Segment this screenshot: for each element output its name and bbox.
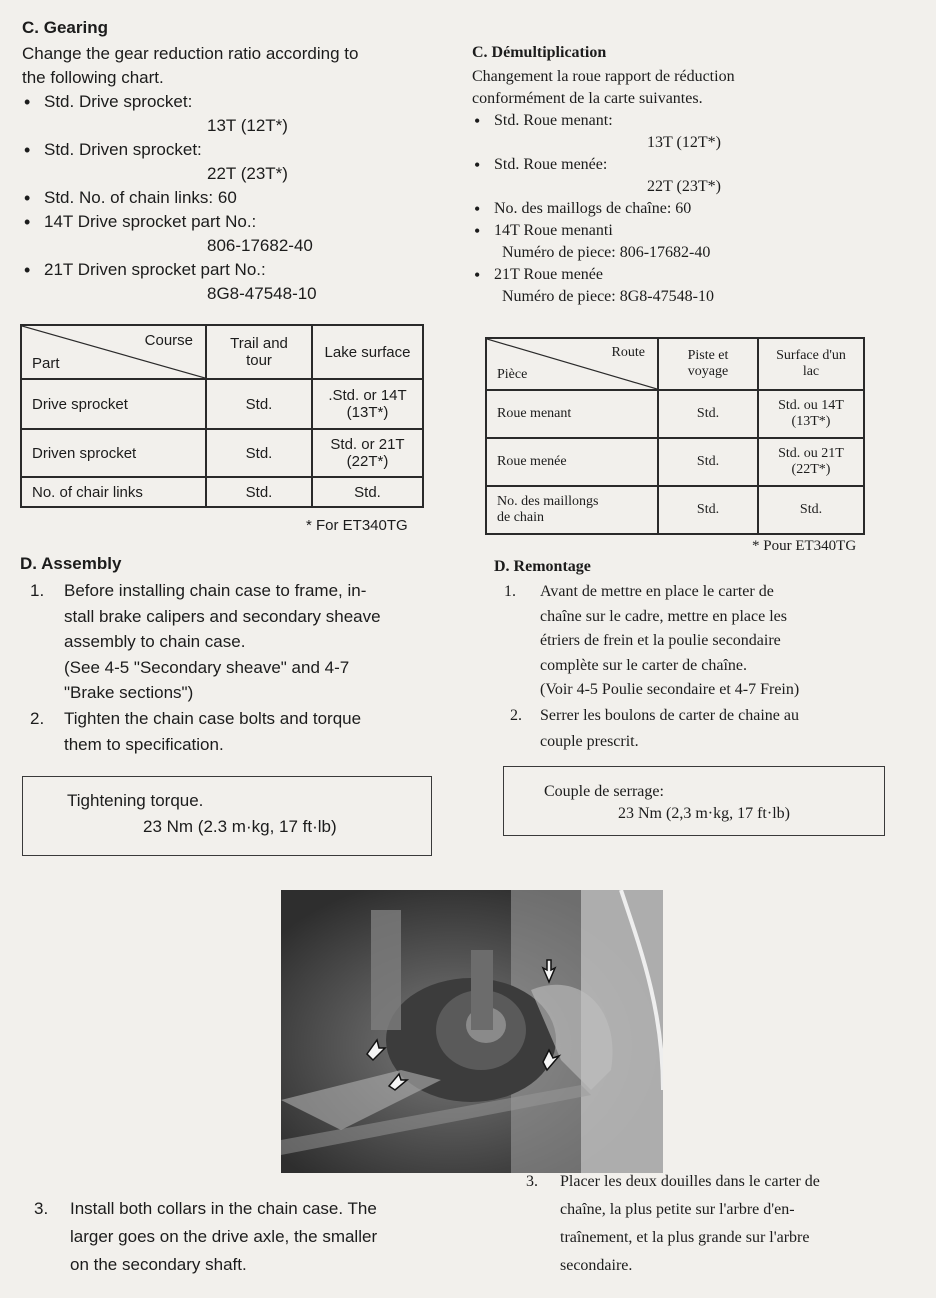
- drive-sprocket-label-en: • Std. Drive sprocket:: [22, 90, 442, 114]
- drive-sprocket-value-en: 13T (12T*): [207, 116, 288, 135]
- driven-part-value-fr: Numéro de piece: 8G8-47548-10: [502, 288, 714, 305]
- driven-sprocket-label-fr: • Std. Roue menée:: [472, 154, 892, 176]
- table-row: No. des maillongs de chain Std. Std.: [486, 486, 864, 534]
- course-header-en: Course: [144, 332, 193, 349]
- english-column: [22, 18, 442, 306]
- table-row: Driven sprocket Std. Std. or 21T (22T*): [21, 429, 423, 477]
- driven-sprocket-value-en: 22T (23T*): [207, 164, 288, 183]
- torque-label-fr: Couple de serrage:: [544, 783, 664, 800]
- drive-part-value-en: 806-17682-40: [207, 236, 313, 255]
- step-2-en: 2. Tighten the chain case bolts and torque them to specification.: [30, 708, 362, 754]
- assembly-heading-en: D. Assembly: [20, 554, 122, 573]
- step-1-en: 1. Before installing chain case to frame, in- stall brake calipers and secondary sheave assembly to chain case. (See 4-5 "Secondary sheave" and 4-7 "Brake sections"): [30, 581, 381, 702]
- part-header-en: Part: [32, 355, 60, 372]
- torque-box-en: [22, 776, 432, 856]
- trail-header-fr: Piste et voyage: [658, 338, 758, 390]
- assembly-heading-fr: D. Remontage: [494, 558, 591, 575]
- assembly-section-fr: [494, 558, 894, 755]
- drive-part-value-fr: Numéro de piece: 806-17682-40: [502, 244, 711, 261]
- torque-box-fr: [503, 766, 885, 836]
- step-3-fr: 3. Placer les deux douilles dans le carter de chaîne, la plus petite sur l'arbre d'en- traînement, et la plus grande sur l'arbre secondaire.: [526, 1173, 820, 1274]
- gearing-heading-fr: C. Démultiplication: [472, 44, 607, 61]
- french-column: [472, 44, 892, 308]
- chain-case-photo-illustration: [281, 890, 663, 1173]
- gearing-intro-fr-1: Changement la roue rapport de réduction: [472, 68, 735, 85]
- torque-label-en: Tightening torque.: [67, 791, 204, 810]
- driven-sprocket-label-en: • Std. Driven sprocket:: [22, 138, 442, 162]
- drive-part-label-en: • 14T Drive sprocket part No.:: [22, 210, 442, 234]
- route-header-fr: Route: [611, 345, 645, 360]
- step-1-fr: 1. Avant de mettre en place le carter de chaîne sur le cadre, mettre en place les étriers de frein et la poulie secondaire complète sur le carter de chaîne. (Voir 4-5 Poulie secondaire et 4-7 Frein): [504, 583, 800, 698]
- driven-part-value-en: 8G8-47548-10: [207, 284, 317, 303]
- torque-value-en: 23 Nm (2.3 m·kg, 17 ft·lb): [143, 817, 337, 836]
- driven-part-label-en: • 21T Driven sprocket part No.:: [22, 258, 442, 282]
- gearing-heading-en: C. Gearing: [22, 18, 108, 37]
- chain-links-fr: • No. des maillogs de chaîne: 60: [472, 198, 892, 220]
- gearing-intro-en-2: the following chart.: [22, 68, 164, 87]
- chain-case-photo: [281, 890, 663, 1173]
- table-row: Drive sprocket Std. .Std. or 14T (13T*): [21, 379, 423, 429]
- step-3-en: 3. Install both collars in the chain case. The larger goes on the drive axle, the smaller on the secondary shaft.: [34, 1199, 378, 1274]
- step-2-fr: 2. Serrer les boulons de carter de chaine au couple prescrit.: [510, 706, 799, 750]
- piece-header-fr: Pièce: [497, 367, 528, 382]
- table-corner-en: [21, 325, 206, 379]
- footnote-en: * For ET340TG: [306, 517, 408, 534]
- chain-links-en: • Std. No. of chain links: 60: [22, 186, 442, 210]
- drive-sprocket-value-fr: 13T (12T*): [647, 134, 721, 151]
- drive-part-label-fr: • 14T Roue menanti: [472, 220, 892, 242]
- lake-header-fr: Surface d'un lac: [758, 338, 864, 390]
- gearing-intro-en-1: Change the gear reduction ratio according to: [22, 44, 359, 63]
- gearing-intro-fr-2: conformément de la carte suivantes.: [472, 90, 703, 107]
- gearing-table-fr: [485, 337, 865, 535]
- table-row: Roue menant Std. Std. ou 14T (13T*): [486, 390, 864, 438]
- footnote-fr: * Pour ET340TG: [752, 538, 857, 554]
- driven-part-label-fr: • 21T Roue menée: [472, 264, 892, 286]
- assembly-section-en: [20, 554, 450, 758]
- torque-value-fr: 23 Nm (2,3 m·kg, 17 ft·lb): [618, 805, 790, 822]
- trail-header-en: Trail and tour: [206, 325, 312, 379]
- lake-header-en: Lake surface: [312, 325, 423, 379]
- table-row: No. of chair links Std. Std.: [21, 477, 423, 507]
- drive-sprocket-label-fr: • Std. Roue menant:: [472, 110, 892, 132]
- driven-sprocket-value-fr: 22T (23T*): [647, 178, 721, 195]
- table-corner-fr: [486, 338, 658, 390]
- gearing-table-en: [20, 324, 424, 508]
- table-row: Roue menée Std. Std. ou 21T (22T*): [486, 438, 864, 486]
